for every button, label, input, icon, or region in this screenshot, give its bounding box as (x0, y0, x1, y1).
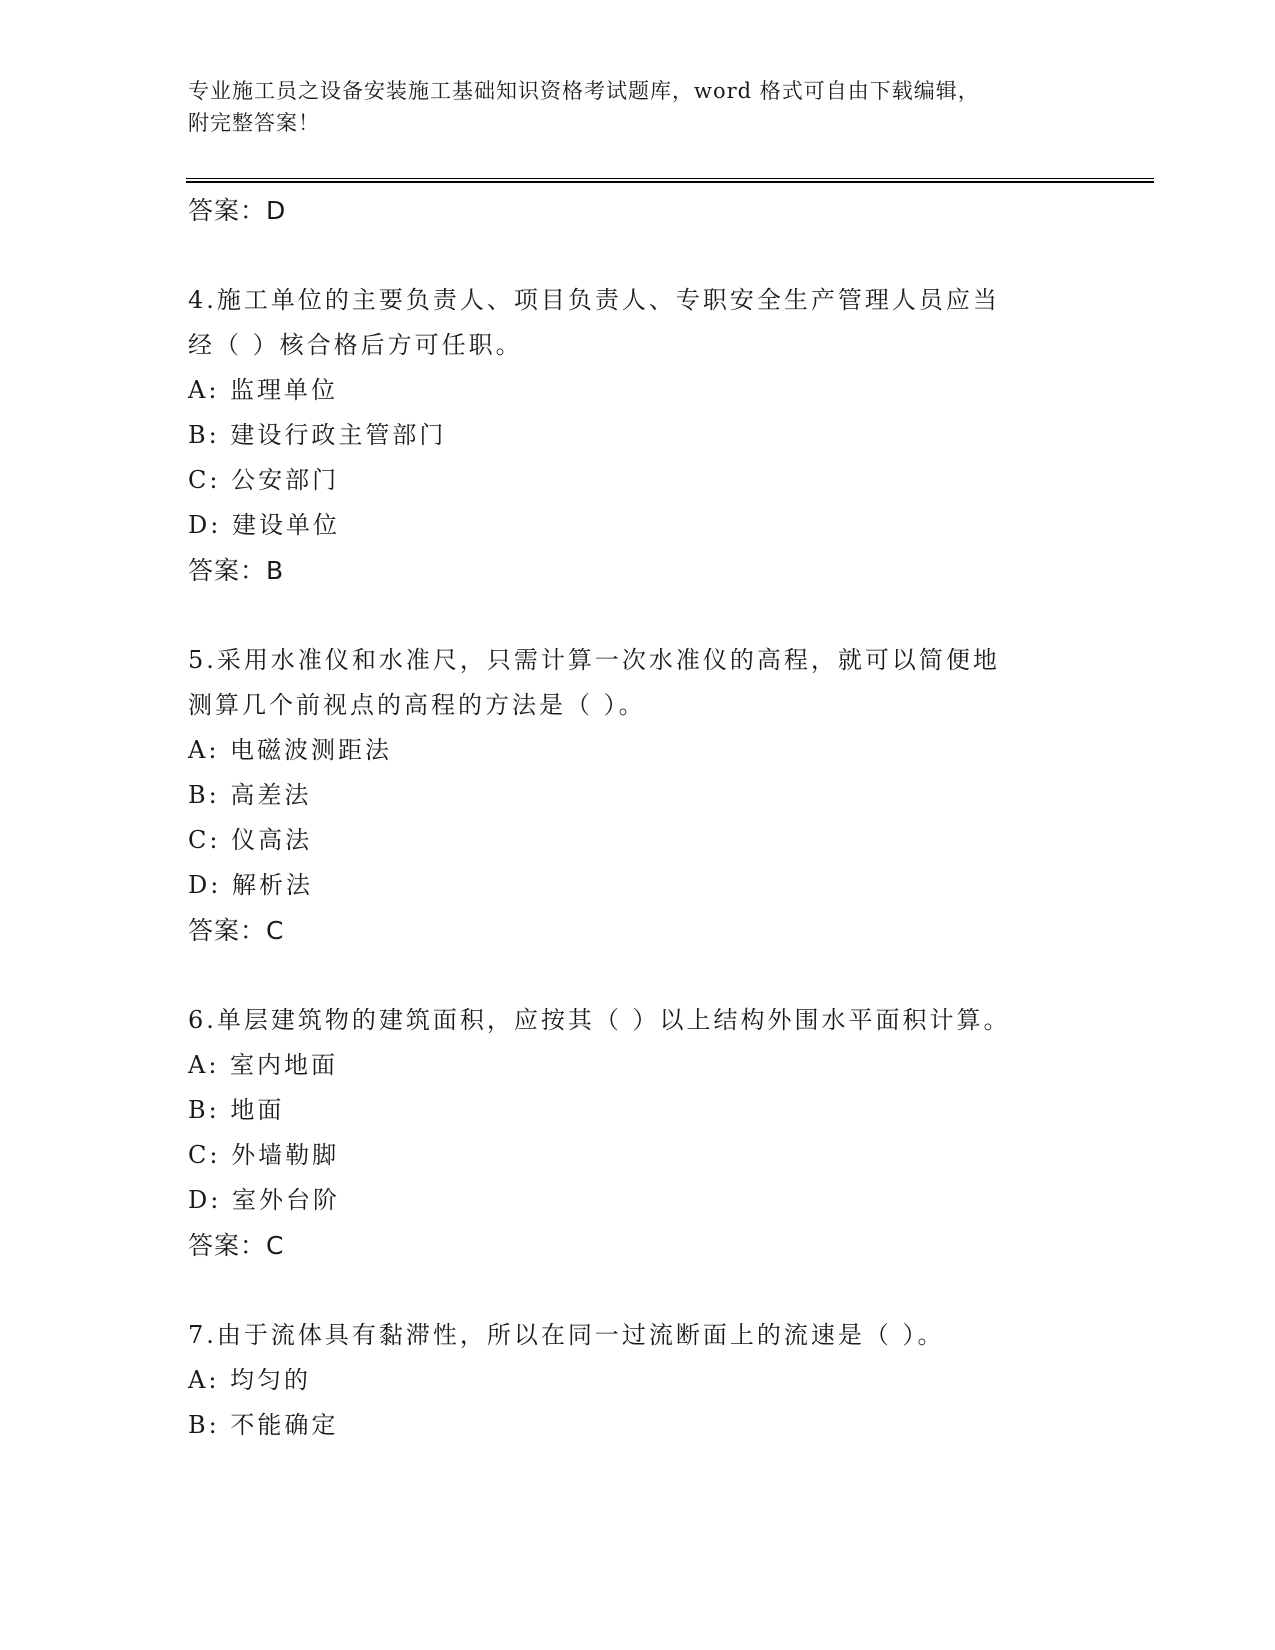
question-stem-line: 测算几个前视点的高程的方法是（ ）。 (188, 691, 646, 719)
option-b: B: 高差法 (188, 781, 312, 809)
option-a: A: 监理单位 (188, 376, 339, 404)
option-b: B: 建设行政主管部门 (188, 421, 447, 449)
page-header (188, 75, 1078, 139)
option-d: D: 解析法 (188, 871, 313, 899)
option-d: D: 建设单位 (188, 511, 340, 539)
answer-line: 答案：C (188, 916, 285, 945)
option-c: C: 公安部门 (188, 466, 340, 494)
question-stem-line: 6.单层建筑物的建筑面积，应按其（ ）以上结构外围水平面积计算。 (188, 1006, 1011, 1034)
question-stem (188, 278, 1088, 368)
header-line-1: 专业施工员之设备安装施工基础知识资格考试题库，word 格式可自由下载编辑， (188, 79, 980, 103)
question-7 (188, 1313, 1088, 1448)
question-stem (188, 998, 1088, 1043)
question-5 (188, 638, 1088, 954)
question-stem-line: 7.由于流体具有黏滞性，所以在同一过流断面上的流速是（ ）。 (188, 1321, 945, 1349)
question-stem (188, 1313, 1088, 1358)
option-a: A: 均匀的 (188, 1366, 312, 1394)
option-a: A: 电磁波测距法 (188, 736, 393, 764)
question-stem-line: 经（ ）核合格后方可任职。 (188, 331, 523, 359)
option-a: A: 室内地面 (188, 1051, 339, 1079)
question-stem-line: 5.采用水准仪和水准尺，只需计算一次水准仪的高程，就可以简便地 (188, 646, 1000, 674)
option-d: D: 室外台阶 (188, 1186, 340, 1214)
option-c: C: 外墙勒脚 (188, 1141, 340, 1169)
question-6 (188, 998, 1088, 1269)
answer-line: 答案：B (188, 556, 285, 585)
question-stem (188, 638, 1088, 728)
question-list (188, 188, 1088, 1448)
option-b: B: 地面 (188, 1096, 285, 1124)
question-4 (188, 278, 1088, 594)
answer-line: 答案：C (188, 1231, 285, 1260)
option-b: B: 不能确定 (188, 1411, 339, 1439)
option-c: C: 仪高法 (188, 826, 313, 854)
question-stem-line: 4.施工单位的主要负责人、项目负责人、专职安全生产管理人员应当 (188, 286, 1000, 314)
header-line-2: 附完整答案！ (188, 111, 320, 135)
answer-line: 答案：D (188, 196, 287, 225)
header-divider (186, 178, 1154, 183)
